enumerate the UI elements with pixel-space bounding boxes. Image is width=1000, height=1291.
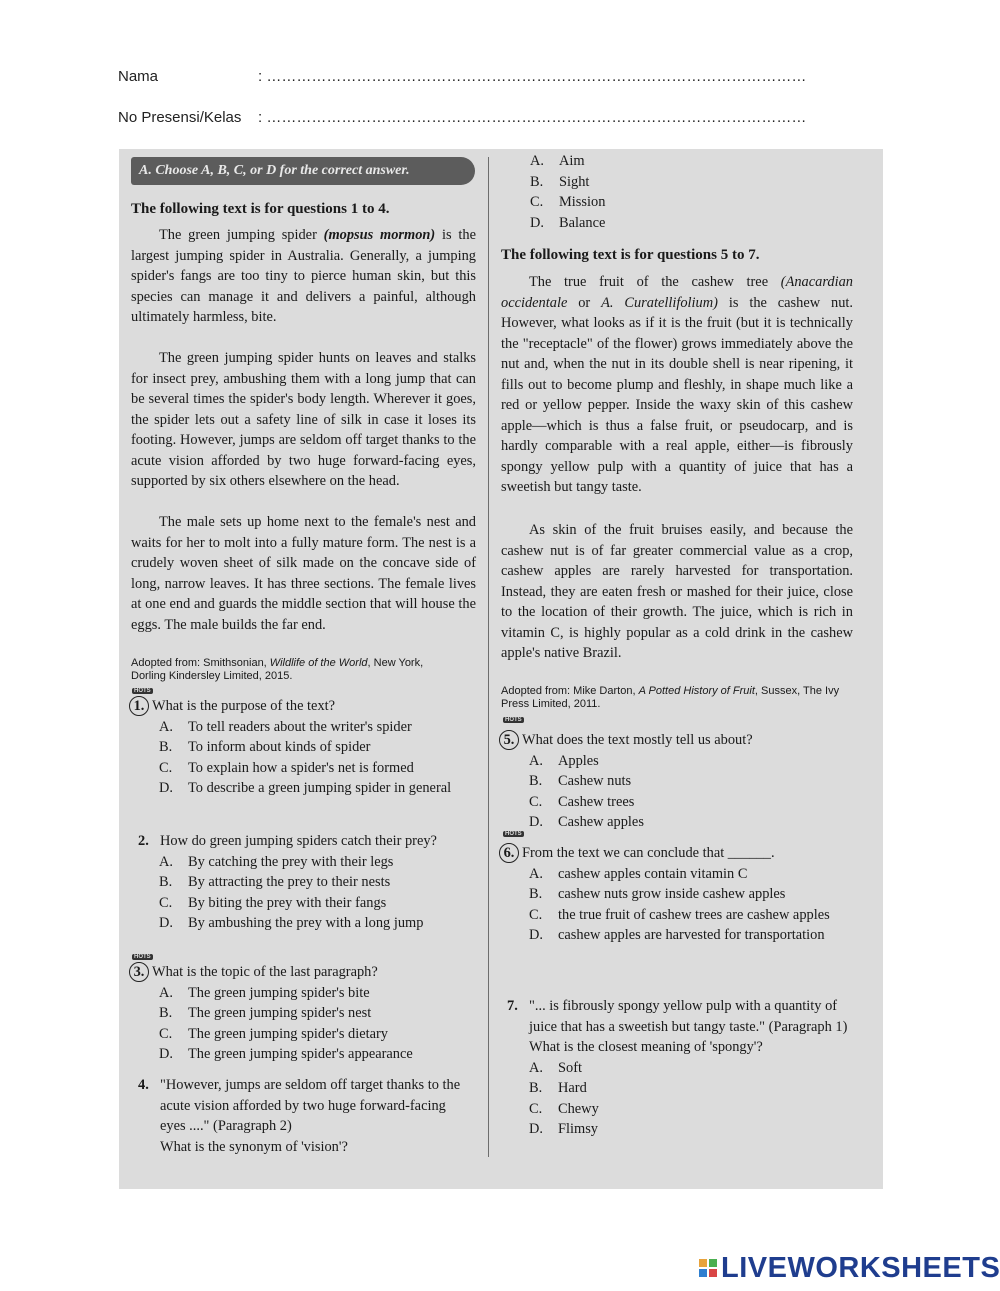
logo-square-icon bbox=[699, 1259, 707, 1267]
question-number: 1. bbox=[129, 696, 149, 716]
option-c[interactable]: C. To explain how a spider's net is formed bbox=[159, 759, 414, 776]
option-a[interactable]: A. cashew apples contain vitamin C bbox=[529, 865, 748, 882]
class-blank[interactable]: : ……………………………………………………………………………………………… bbox=[258, 109, 807, 126]
question-number: 7. bbox=[507, 998, 518, 1014]
question-subtext: What is the synonym of 'vision'? bbox=[160, 1138, 348, 1155]
option-a[interactable]: A. To tell readers about the writer's spider bbox=[159, 718, 412, 735]
question-6 bbox=[499, 843, 851, 946]
question-text: "However, jumps are seldom off target thanks to the acute vision afforded by two huge forward-facing eyes ...." (Paragraph 2) bbox=[160, 1077, 461, 1134]
question-number: 5. bbox=[499, 730, 519, 750]
worksheet-scan bbox=[119, 149, 883, 1189]
text1-paragraph-2: The green jumping spider hunts on leaves and stalks for insect prey, ambushing them with a long jump that can be several times the spider's body length. Wherever it goes, the spider lets out a safety line of silk in case it loses its footing. However, jumps are seldom off target thanks to the acute vision afforded by two huge forward-facing eyes, supported by six others elsewhere on the head. bbox=[131, 350, 476, 489]
option-c[interactable]: C. Chewy bbox=[529, 1100, 599, 1117]
text1-paragraph-1: The green jumping spider (mopsus mormon) is the largest jumping spider in Australia. Generally, a jumping spider's fangs are too tiny to pierce human skin, but this species can manage it and delivers a painful, although ultimately harmless, bite. bbox=[131, 227, 476, 325]
option-d[interactable]: D. By ambushing the prey with a long jump bbox=[159, 915, 424, 931]
question-text: "... is fibrously spongy yellow pulp with a quantity of juice that has a sweetish but tangy taste." (Paragraph 1) bbox=[529, 998, 848, 1035]
question-number: 3. bbox=[129, 962, 149, 982]
name-label: Nama bbox=[118, 68, 159, 85]
hots-badge: HOTS bbox=[134, 954, 151, 960]
hots-badge: HOTS bbox=[134, 688, 151, 694]
option-a[interactable]: A. The green jumping spider's bite bbox=[159, 984, 370, 1001]
option-c[interactable]: C. Cashew trees bbox=[529, 793, 635, 810]
option-b[interactable]: B. cashew nuts grow inside cashew apples bbox=[529, 886, 786, 902]
option-b[interactable]: B. Hard bbox=[529, 1080, 587, 1096]
option-a[interactable]: A. By catching the prey with their legs bbox=[159, 853, 394, 870]
question-4 bbox=[138, 1075, 468, 1157]
option-b[interactable]: B. To inform about kinds of spider bbox=[159, 739, 371, 755]
option-b[interactable]: B. Sight bbox=[530, 173, 590, 190]
option-c[interactable]: C. The green jumping spider's dietary bbox=[159, 1025, 389, 1042]
option-a[interactable]: A. Apples bbox=[529, 752, 599, 769]
option-d[interactable]: D. To describe a green jumping spider in general bbox=[159, 780, 452, 796]
question-1 bbox=[129, 696, 474, 799]
column-divider bbox=[488, 157, 489, 1157]
name-field[interactable] bbox=[118, 68, 806, 85]
question-subtext: What is the closest meaning of 'spongy'? bbox=[529, 1039, 763, 1055]
brand-name: LIVEWORKSHEETS bbox=[721, 1251, 1000, 1284]
option-d[interactable]: D. Cashew apples bbox=[529, 814, 644, 830]
liveworksheets-logo bbox=[699, 1252, 1000, 1284]
option-a[interactable]: A. Aim bbox=[530, 153, 585, 169]
option-d[interactable]: D. Flimsy bbox=[529, 1121, 598, 1137]
question-number: 2. bbox=[138, 833, 149, 849]
option-d[interactable]: D. The green jumping spider's appearance bbox=[159, 1046, 413, 1062]
option-b[interactable]: B. The green jumping spider's nest bbox=[159, 1005, 372, 1021]
text2-heading: The following text is for questions 5 to 7. bbox=[501, 247, 760, 263]
question-text: What is the topic of the last paragraph? bbox=[152, 964, 378, 980]
logo-square-icon bbox=[699, 1269, 707, 1277]
option-a[interactable]: A. Soft bbox=[529, 1059, 582, 1076]
option-b[interactable]: B. Cashew nuts bbox=[529, 773, 632, 789]
question-text: What does the text mostly tell us about? bbox=[522, 732, 753, 748]
question-text: What is the purpose of the text? bbox=[152, 698, 336, 714]
class-field[interactable] bbox=[118, 109, 806, 126]
text2-paragraph-1: The true fruit of the cashew tree (Anacardian occidentale or A. Curatellifolium) is the cashew nut. However, what looks as if it is the fruit (but it is technically the "receptacle" of the flower) grows immediately above the nut and, when the nut in its double shell is near ripening, it fills out to become plump and fleshly, in shape much like a red or yellow pepper. Inside the waxy skin of this cashew apple—which is thus a false fruit, or pseudocarp, and is hardly comparable with a real apple, either—is fibrously spongy yellow pulp with a quantity of juice that has a sweetish but tangy taste. bbox=[501, 274, 854, 495]
name-blank[interactable]: : ……………………………………………………………………………………………… bbox=[258, 68, 807, 85]
question-2 bbox=[138, 831, 468, 934]
question-text: From the text we can conclude that ______. bbox=[522, 845, 775, 861]
option-c[interactable]: C. By biting the prey with their fangs bbox=[159, 894, 387, 911]
hots-badge: HOTS bbox=[505, 717, 522, 723]
logo-square-icon bbox=[709, 1259, 717, 1267]
text1-heading: The following text is for questions 1 to 4. bbox=[131, 201, 390, 217]
text1-paragraph-3: The male sets up home next to the female's nest and waits for her to molt into a fully mature form. The nest is a crudely woven sheet of silk made on the concave side of long, narrow leaves. It has three sections. The female lives at one end and guards the middle section that will house the eggs. The male builds the far end. bbox=[131, 514, 476, 633]
question-text: How do green jumping spiders catch their prey? bbox=[160, 833, 437, 849]
question-5 bbox=[499, 730, 851, 833]
hots-badge: HOTS bbox=[505, 831, 522, 837]
section-banner: A. Choose A, B, C, or D for the correct answer. bbox=[131, 157, 475, 185]
question-number: 6. bbox=[499, 843, 519, 863]
option-c[interactable]: C. Mission bbox=[530, 194, 606, 210]
text2-paragraph-2: As skin of the fruit bruises easily, and because the cashew nut is of far greater commercial value as a crop, cashew apples are rarely harvested for transportation. Instead, they are eaten fresh or mashed for their juice, close to the location of their growth. The juice, which is rich in vitamin C, is highly popular as a cold drink in the cashew apple's native Brazil. bbox=[501, 522, 853, 661]
option-c[interactable]: C. the true fruit of cashew trees are cashew apples bbox=[529, 906, 830, 923]
option-b[interactable]: B. By attracting the prey to their nests bbox=[159, 874, 391, 890]
question-number: 4. bbox=[138, 1077, 149, 1093]
logo-square-icon bbox=[709, 1269, 717, 1277]
class-label: No Presensi/Kelas bbox=[118, 109, 242, 126]
option-d[interactable]: D. cashew apples are harvested for transportation bbox=[529, 927, 825, 943]
question-7 bbox=[507, 996, 852, 1140]
question-3 bbox=[129, 962, 474, 1065]
text1-source: Adopted from: Smithsonian, Wildlife of the World, New York, Dorling Kindersley Limited, 2015. bbox=[131, 657, 424, 682]
text2-source: Adopted from: Mike Darton, A Potted History of Fruit, Sussex, The Ivy Press Limited, 2011. bbox=[501, 685, 840, 710]
logo-mark-icon bbox=[699, 1259, 717, 1277]
question-4-options bbox=[530, 151, 730, 233]
option-d[interactable]: D. Balance bbox=[530, 214, 606, 231]
